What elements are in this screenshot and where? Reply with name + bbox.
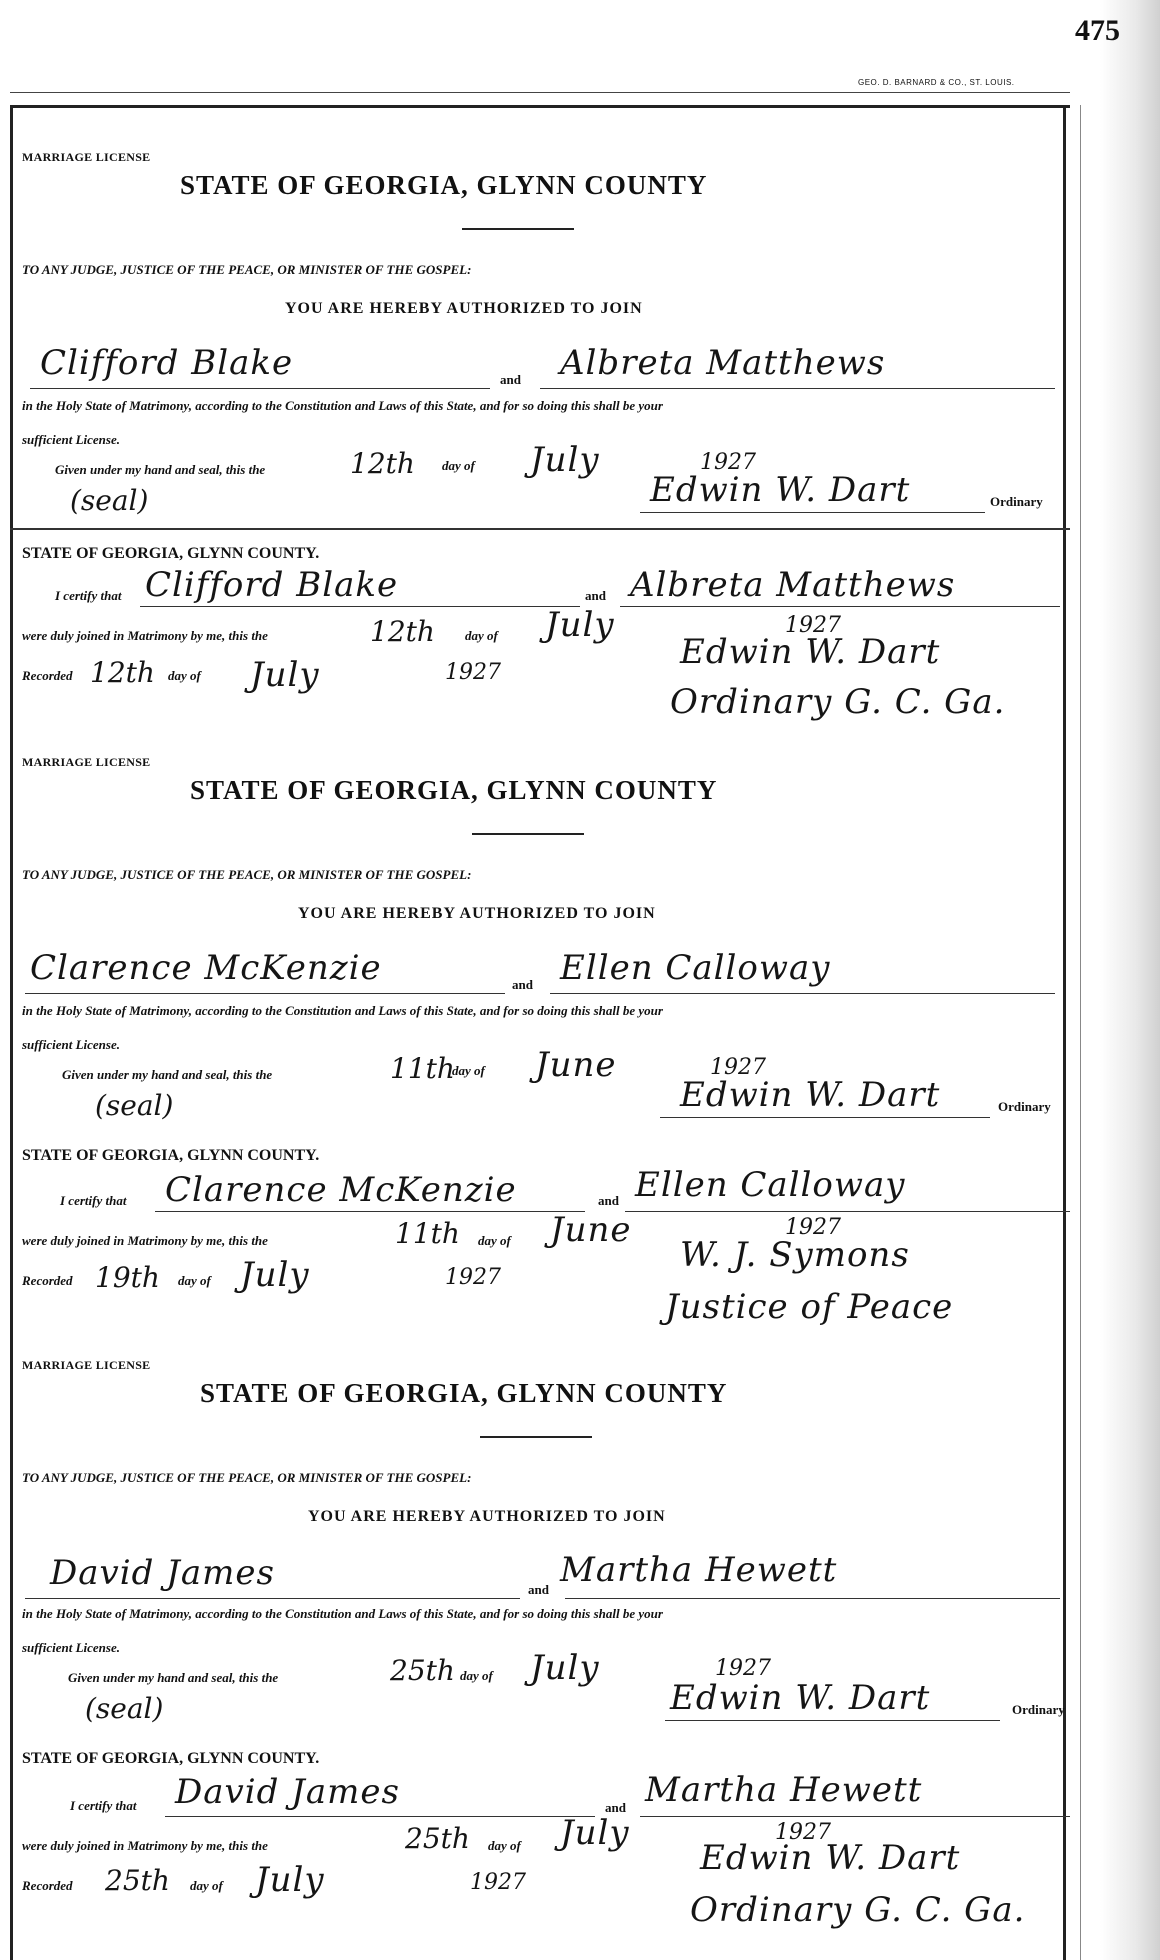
and-label: and [528,1582,549,1597]
groom-line [25,1598,520,1599]
header-rule [10,92,1070,93]
cert-day-of-label: day of [478,1233,511,1248]
cert-bride-line [625,1211,1070,1212]
officiant-title: Justice of Peace [665,1287,954,1327]
cert-bride-line [620,606,1060,607]
signature-line [660,1117,990,1118]
recorded-month: July [255,1860,325,1900]
recorded-year: 1927 [445,660,501,685]
bride-name: Martha Hewett [560,1550,838,1590]
frame-right [1063,105,1066,1960]
duly-joined-text: were duly joined in Matrimony by me, this the [22,1233,268,1248]
cert-month: July [560,1813,630,1853]
holy-state-text: in the Holy State of Matrimony, according to the Constitution and Laws of this State, and for so doing this shall be your [22,398,663,413]
license-label: MARRIAGE LICENSE [22,755,151,769]
recorded-label: Recorded [22,1273,73,1288]
given-month: June [535,1045,617,1085]
groom-name: David James [50,1553,275,1593]
section-divider [10,528,1070,530]
cert-and-label: and [585,588,606,603]
sufficient-license: sufficient License. [22,1640,120,1655]
bride-name: Ellen Calloway [560,948,831,988]
cert-month: July [545,605,615,645]
recorded-day-of-label: day of [168,668,201,683]
cert-and-label: and [605,1800,626,1815]
cert-day: 11th [395,1217,460,1250]
officiant-title: Ordinary G. C. Ga. [690,1890,1026,1930]
cert-bride-line [640,1816,1070,1817]
given-under-hand: Given under my hand and seal, this the [68,1670,279,1685]
recorded-year: 1927 [445,1265,501,1290]
certificate-header: STATE OF GEORGIA, GLYNN COUNTY. [22,1147,320,1164]
state-title: STATE OF GEORGIA, GLYNN COUNTY [190,775,718,805]
recorded-year: 1927 [470,1870,526,1895]
given-under-hand: Given under my hand and seal, this the [55,462,266,477]
cert-groom-line [165,1816,595,1817]
signature-line [665,1720,1000,1721]
recorded-month: July [240,1255,310,1295]
ordinary-label: Ordinary [990,494,1043,509]
ordinary-signature: Edwin W. Dart [670,1678,931,1718]
cert-bride-name: Martha Hewett [645,1770,923,1810]
bride-name: Albreta Matthews [560,343,886,383]
given-year: 1927 [700,450,756,475]
cert-month: June [550,1210,632,1250]
cert-day-of-label: day of [465,628,498,643]
given-under-hand: Given under my hand and seal, this the [62,1067,273,1082]
given-year: 1927 [710,1055,766,1080]
recorded-month: July [250,655,320,695]
seal-mark: (seal) [95,1089,174,1122]
given-month: July [530,1648,600,1688]
state-title: STATE OF GEORGIA, GLYNN COUNTY [180,170,708,200]
cert-groom-name: David James [175,1772,400,1812]
license-label: MARRIAGE LICENSE [22,150,151,164]
groom-name: Clifford Blake [40,343,294,383]
recorded-day: 19th [95,1261,160,1294]
license-label: MARRIAGE LICENSE [22,1358,151,1372]
and-label: and [500,372,521,387]
certificate-header: STATE OF GEORGIA, GLYNN COUNTY. [22,545,320,562]
duly-joined-text: were duly joined in Matrimony by me, this the [22,1838,268,1853]
recorded-label: Recorded [22,1878,73,1893]
sufficient-license: sufficient License. [22,432,120,447]
frame-right-inner [1080,105,1081,1960]
cert-groom-line [140,606,580,607]
day-of-label: day of [452,1063,485,1078]
page-edge-shadow [1100,0,1160,1960]
cert-groom-name: Clarence McKenzie [165,1170,517,1210]
given-year: 1927 [715,1656,771,1681]
to-any-judge: TO ANY JUDGE, JUSTICE OF THE PEACE, OR MINISTER OF THE GOSPEL: [22,1470,472,1485]
ordinary-signature: Edwin W. Dart [650,470,911,510]
signature-line [640,512,985,513]
state-title: STATE OF GEORGIA, GLYNN COUNTY [200,1378,728,1408]
holy-state-text: in the Holy State of Matrimony, according to the Constitution and Laws of this State, and for so doing this shall be your [22,1606,663,1621]
cert-year: 1927 [785,1215,841,1240]
certify-label: I certify that [60,1193,127,1208]
cert-bride-name: Ellen Calloway [635,1165,906,1205]
officiant-title: Ordinary G. C. Ga. [670,682,1006,722]
page-number: 475 [1075,14,1120,47]
certificate-header: STATE OF GEORGIA, GLYNN COUNTY. [22,1750,320,1767]
cert-bride-name: Albreta Matthews [630,565,956,605]
cert-day: 25th [405,1822,470,1855]
recorded-day: 12th [90,656,155,689]
given-day: 25th [390,1654,455,1687]
to-any-judge: TO ANY JUDGE, JUSTICE OF THE PEACE, OR MINISTER OF THE GOSPEL: [22,867,472,882]
cert-day-of-label: day of [488,1838,521,1853]
cert-day: 12th [370,615,435,648]
ordinary-label: Ordinary [998,1099,1051,1114]
certify-label: I certify that [70,1798,137,1813]
given-day: 12th [350,447,415,480]
recorded-day: 25th [105,1864,170,1897]
and-label: and [512,977,533,992]
bride-line [550,993,1055,994]
ordinary-signature: Edwin W. Dart [680,1075,941,1115]
recorded-day-of-label: day of [178,1273,211,1288]
title-rule [472,833,584,835]
recorded-label: Recorded [22,668,73,683]
title-rule [462,228,574,230]
day-of-label: day of [442,458,475,473]
ordinary-label: Ordinary [1012,1702,1065,1717]
day-of-label: day of [460,1668,493,1683]
given-day: 11th [390,1052,455,1085]
recorded-day-of-label: day of [190,1878,223,1893]
sufficient-license: sufficient License. [22,1037,120,1052]
officiant-signature: W. J. Symons [680,1235,910,1275]
cert-year: 1927 [785,613,841,638]
seal-mark: (seal) [85,1692,164,1725]
cert-and-label: and [598,1193,619,1208]
authorized-to-join: YOU ARE HEREBY AUTHORIZED TO JOIN [285,300,643,317]
printer-mark: GEO. D. BARNARD & CO., ST. LOUIS. [858,78,1015,87]
given-month: July [530,440,600,480]
frame-left [10,105,13,1960]
officiant-signature: Edwin W. Dart [700,1838,961,1878]
holy-state-text: in the Holy State of Matrimony, according to the Constitution and Laws of this State, and for so doing this shall be your [22,1003,663,1018]
groom-line [25,993,505,994]
bride-line [565,1598,1060,1599]
groom-name: Clarence McKenzie [30,948,382,988]
duly-joined-text: were duly joined in Matrimony by me, this the [22,628,268,643]
authorized-to-join: YOU ARE HEREBY AUTHORIZED TO JOIN [298,905,656,922]
cert-year: 1927 [775,1820,831,1845]
title-rule [480,1436,592,1438]
groom-line [30,388,490,389]
to-any-judge: TO ANY JUDGE, JUSTICE OF THE PEACE, OR MINISTER OF THE GOSPEL: [22,262,472,277]
authorized-to-join: YOU ARE HEREBY AUTHORIZED TO JOIN [308,1508,666,1525]
cert-groom-name: Clifford Blake [145,565,399,605]
seal-mark: (seal) [70,484,149,517]
bride-line [540,388,1055,389]
officiant-signature: Edwin W. Dart [680,632,941,672]
certify-label: I certify that [55,588,122,603]
frame-top [10,105,1070,108]
cert-groom-line [155,1211,585,1212]
